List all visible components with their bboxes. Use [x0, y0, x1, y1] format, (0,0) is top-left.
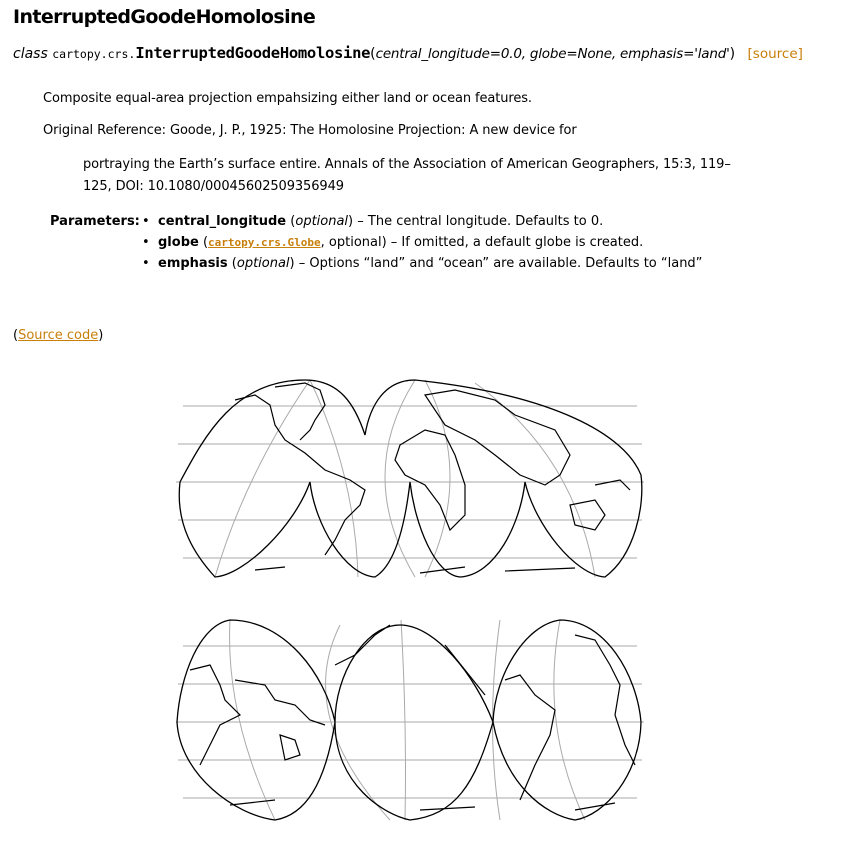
- source-code: [13, 328, 103, 343]
- param-type: optional: [295, 214, 349, 229]
- param-name: central_longitude: [158, 214, 287, 229]
- param-desc: – If omitted, a default globe is created.: [386, 235, 644, 250]
- param-desc: – The central longitude. Defaults to 0.: [353, 214, 604, 229]
- graticule: [176, 620, 644, 820]
- open-paren: (: [370, 46, 376, 62]
- map-outline: [179, 380, 642, 577]
- ocean-emphasis-map: [175, 615, 645, 825]
- param-emphasis: • emphasis (optional) – Options “land” and “ocean” are available. Defaults to “land”: [142, 256, 703, 271]
- close-paren: ): [729, 46, 736, 62]
- param-name: emphasis: [158, 256, 228, 271]
- coastlines: [190, 625, 635, 810]
- paren: (: [13, 328, 19, 343]
- param-globe: • globe (cartopy.crs.Globe, optional) – If omitted, a default globe is created.: [142, 235, 644, 250]
- parameters-list: [142, 214, 702, 277]
- map-outline: [177, 620, 641, 820]
- coastlines: [235, 383, 630, 573]
- source-code-link[interactable]: Source code: [18, 328, 99, 343]
- description: Composite equal-area projection empahsizing either land or ocean features.: [43, 91, 532, 106]
- param-name: globe: [158, 235, 199, 250]
- module-name: cartopy.crs.: [52, 47, 136, 61]
- reference-line-3: 125, DOI: 10.1080/00045602509356949: [83, 179, 344, 194]
- reference-line-2: portraying the Earth’s surface entire. Annals of the Association of American Geographers, 15:3, 119–: [83, 157, 731, 172]
- param-central-longitude: • central_longitude (optional) – The central longitude. Defaults to 0.: [142, 214, 604, 229]
- page-title: InterruptedGoodeHomolosine: [13, 6, 316, 28]
- graticule: [176, 380, 644, 577]
- signature-args: central_longitude=0.0, globe=None, emphasis='land': [375, 46, 730, 62]
- land-emphasis-map: [175, 375, 645, 585]
- param-type: , optional): [320, 235, 387, 250]
- class-name: InterruptedGoodeHomolosine: [135, 44, 371, 62]
- globe-type-link[interactable]: cartopy.crs.Globe: [208, 236, 321, 249]
- param-type: optional: [236, 256, 290, 271]
- class-signature: [13, 44, 803, 62]
- source-link[interactable]: [source]: [747, 46, 803, 62]
- parameters-label: Parameters:: [50, 214, 140, 229]
- param-desc: – Options “land” and “ocean” are available. Defaults to “land”: [294, 256, 703, 271]
- class-keyword: class: [13, 46, 48, 62]
- paren: ): [98, 328, 104, 343]
- reference-line-1: Original Reference: Goode, J. P., 1925: The Homolosine Projection: A new device for: [43, 123, 577, 138]
